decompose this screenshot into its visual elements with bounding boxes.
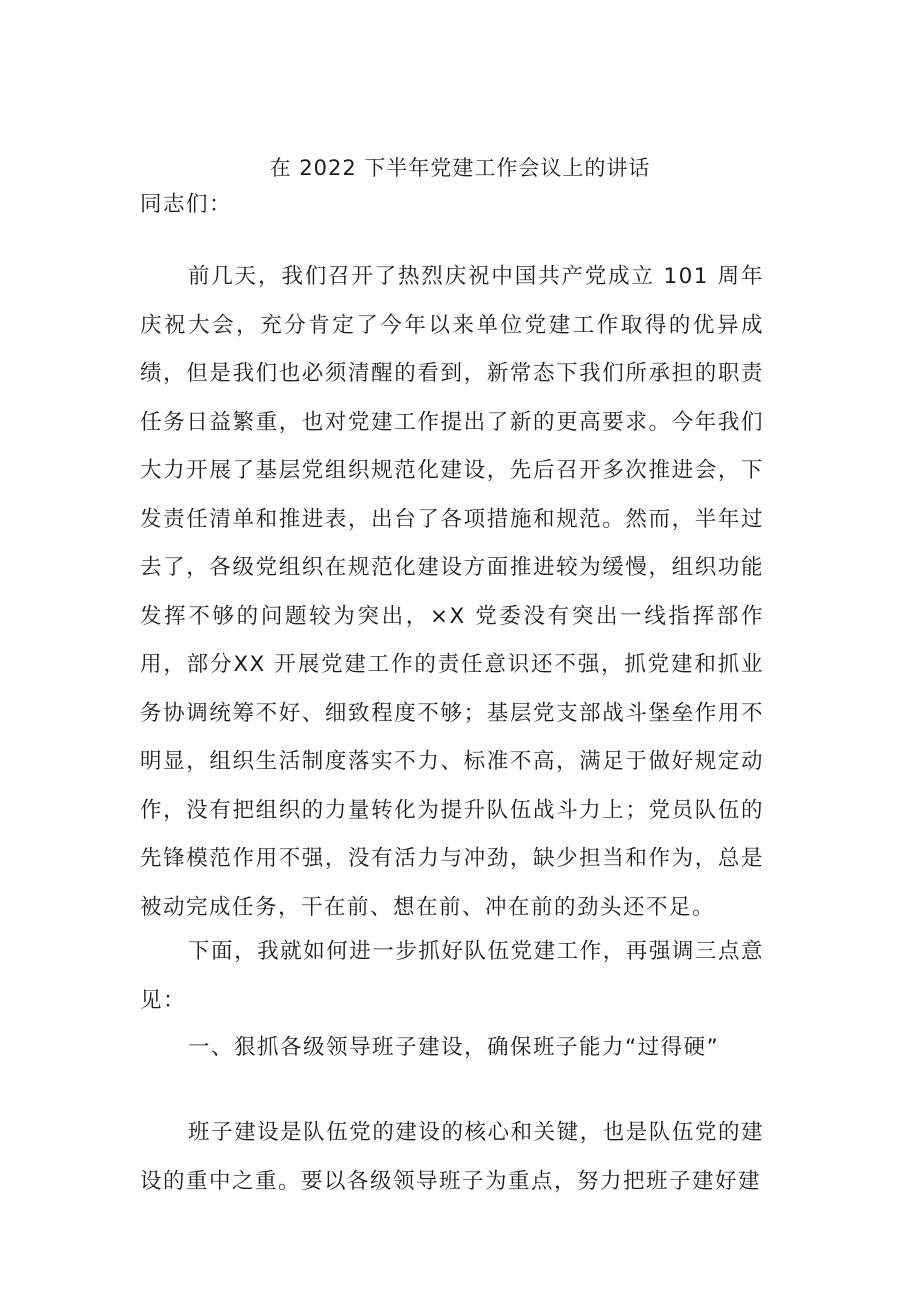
section-heading-1: 一、狠抓各级领导班子建设，确保班子能力“过得硬” [188, 1035, 720, 1060]
paragraph-transition: 下面，我就如何进一步抓好队伍党建工作，再强调三点意见： [140, 939, 764, 1013]
document-title: 在 2022 下半年党建工作会议上的讲话 [269, 156, 651, 180]
salutation: 同志们： [140, 192, 233, 217]
section-1-paragraph: 班子建设是队伍党的建设的核心和关键，也是队伍党的建设的重中之重。要以各级领导班子为重点，努力把班子建好建 [140, 1120, 764, 1194]
paragraph-opening: 前几天，我们召开了热烈庆祝中国共产党成立 101 周年庆祝大会，充分肯定了今年以来单位党建工作取得的优异成绩，但是我们也必须清醒的看到，新常态下我们所承担的职责任务日益繁重，也对党建工作提出了新的更高要求。今年我们大力开展了基层党组织规范化建设，先后召开多次推进会，下发责任清单和推进表，出台了各项措施和规范。然而，半年过去了，各级党组织在规范化建设方面推进较为缓慢，组织功能发挥不够的问题较为突出，×X 党委没有突出一线指挥部作用，部分XX 开展党建工作的责任意识还不强，抓党建和抓业务协调统筹不好、细致程度不够；基层党支部战斗堡垒作用不明显，组织生活制度落实不力、标准不高，满足于做好规定动作，没有把组织的力量转化为提升队伍战斗力上；党员队伍的先锋模范作用不强，没有活力与冲劲，缺少担当和作为，总是被动完成任务，干在前、想在前、冲在前的劲头还不足。 [140, 264, 764, 920]
